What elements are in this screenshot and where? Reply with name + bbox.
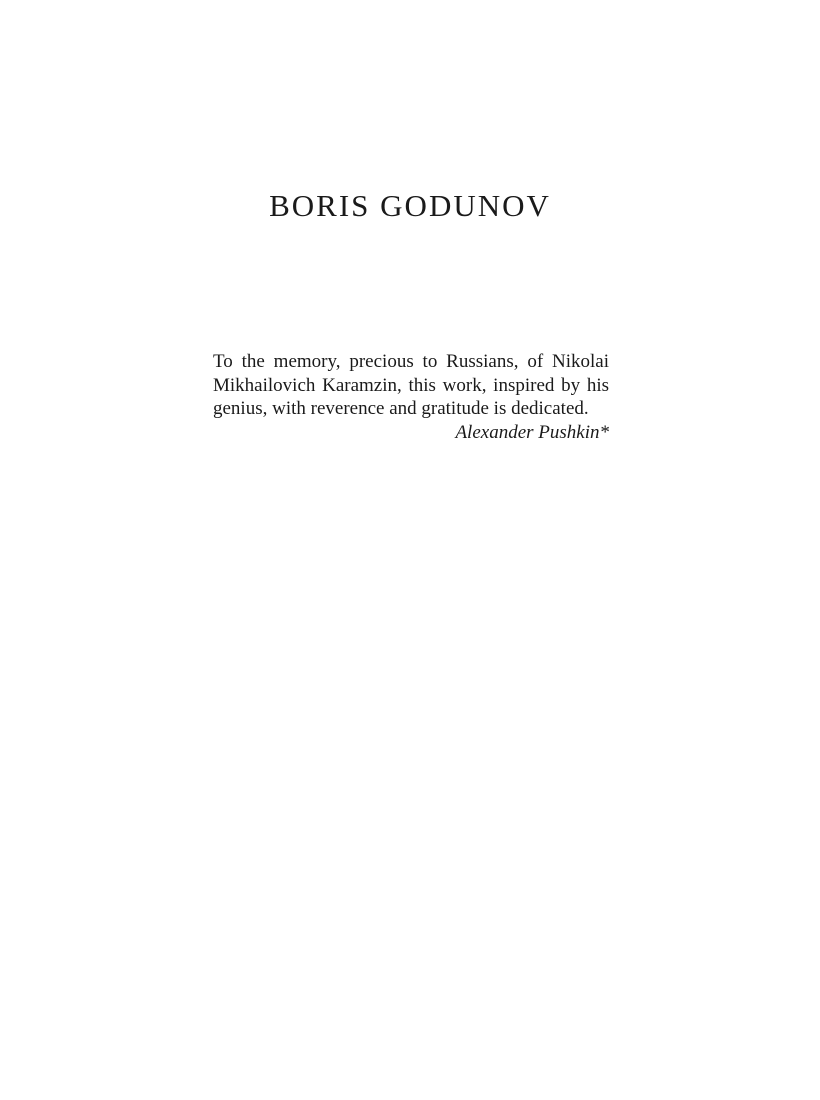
page-title: BORIS GODUNOV bbox=[269, 188, 551, 223]
dedication bbox=[213, 350, 609, 444]
dedication-text: To the memory, precious to Russians, of Nikolai Mikhailovich Karamzin, this work, inspired by his genius, with reverence and gratitude is dedicated. bbox=[213, 351, 609, 419]
dedication-signature: Alexander Pushkin* bbox=[455, 421, 609, 443]
